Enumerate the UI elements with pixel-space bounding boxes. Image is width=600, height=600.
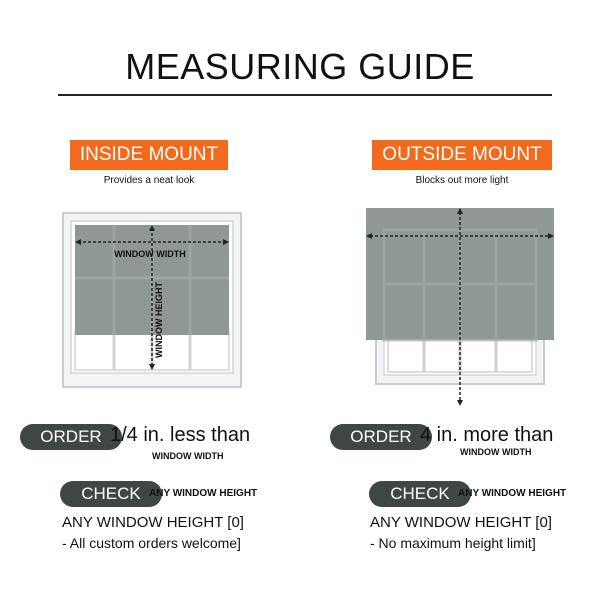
outside-check-note: ANY WINDOW HEIGHT (458, 488, 567, 499)
outside-detail-line: ANY WINDOW HEIGHT [0] (370, 514, 552, 531)
inside-detail-sub: - All custom orders welcome] (62, 535, 241, 551)
inside-check-note: ANY WINDOW HEIGHT (149, 488, 258, 499)
window-height-label: WINDOW HEIGHT (154, 282, 164, 358)
outside-order-unit: WINDOW WIDTH (460, 447, 532, 457)
inside-mount-subtitle: Provides a neat look (103, 175, 195, 186)
inside-detail-line: ANY WINDOW HEIGHT [0] (62, 514, 244, 531)
inside-mount-window-illustration (62, 212, 242, 388)
outside-check-pill: CHECK (369, 481, 471, 507)
outside-order-pill: ORDER (330, 424, 432, 450)
page-title: MEASURING GUIDE (125, 46, 475, 87)
window-width-label: WINDOW WIDTH (114, 249, 186, 259)
outside-mount-subtitle: Blocks out more light (415, 175, 509, 186)
outside-mount-badge: OUTSIDE MOUNT (372, 140, 552, 170)
outside-detail-sub: - No maximum height limit] (370, 535, 536, 551)
inside-check-pill: CHECK (60, 481, 162, 507)
inside-order-unit: WINDOW WIDTH (152, 451, 224, 461)
inside-order-text: 1/4 in. less than (110, 424, 251, 446)
title-divider (58, 94, 552, 96)
inside-order-pill: ORDER (20, 424, 122, 450)
outside-mount-window-illustration (362, 202, 558, 412)
outside-order-text: 4 in. more than (420, 424, 554, 446)
inside-mount-badge: INSIDE MOUNT (70, 140, 228, 170)
